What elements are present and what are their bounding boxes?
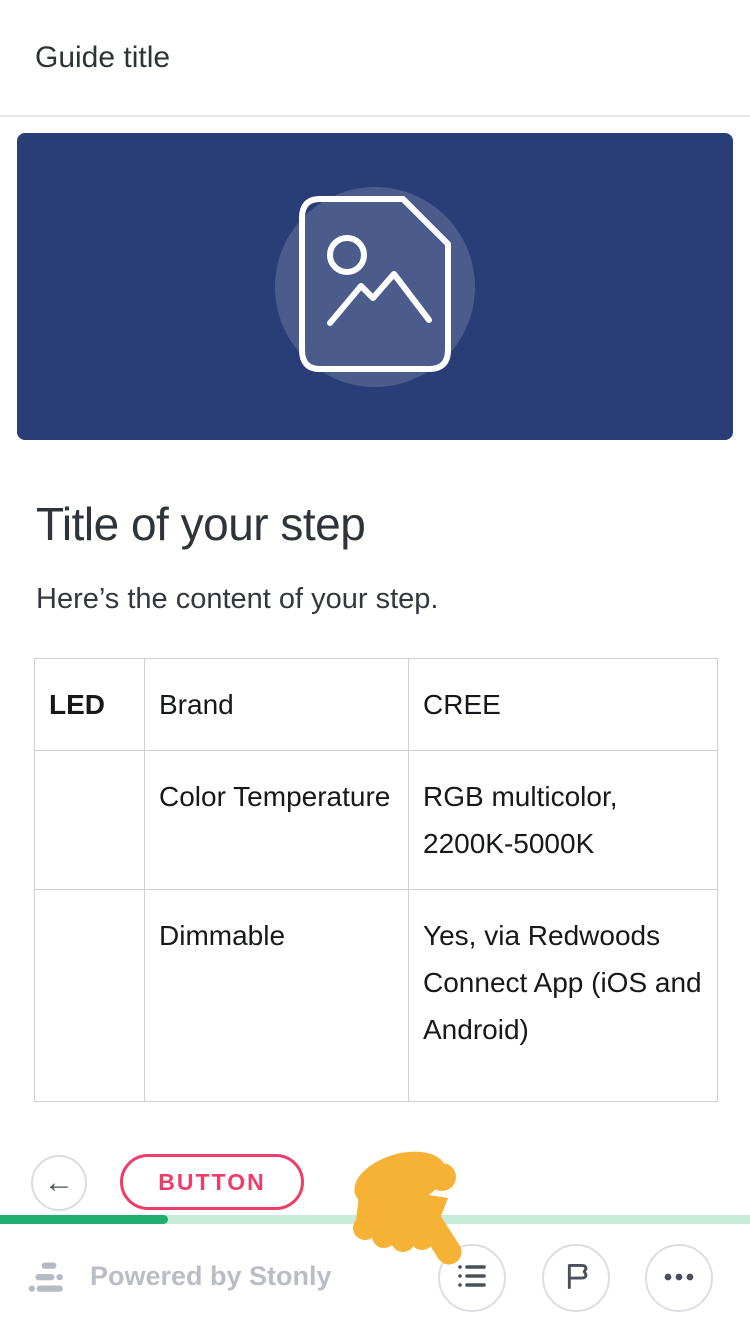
list-icon — [457, 1263, 487, 1294]
step-title: Title of your step — [36, 498, 366, 550]
table-cell: RGB multicolor, 2200K-5000K — [409, 751, 718, 890]
spec-table — [34, 658, 718, 1102]
table-row — [35, 890, 718, 1102]
guide-title: Guide title — [35, 40, 171, 74]
table-cell: CREE — [409, 659, 718, 751]
progress-bar-fill — [0, 1215, 168, 1224]
table-cell: Yes, via Redwoods Connect App (iOS and Android) — [409, 890, 718, 1102]
step-body: Here’s the content of your step. — [36, 583, 439, 615]
table-row — [35, 751, 718, 890]
image-placeholder-backdrop — [275, 187, 475, 387]
ellipsis-icon — [663, 1269, 695, 1287]
powered-by-label: Powered by Stonly — [90, 1261, 332, 1291]
table-cell: LED — [35, 659, 145, 751]
step-action-button-label: BUTTON — [158, 1168, 266, 1195]
report-flag-button[interactable] — [542, 1244, 610, 1312]
more-options-button[interactable] — [645, 1244, 713, 1312]
image-placeholder-icon — [299, 196, 451, 377]
step-action-button[interactable] — [120, 1154, 304, 1210]
table-cell: Brand — [145, 659, 409, 751]
back-button[interactable] — [31, 1155, 87, 1211]
table-of-contents-button[interactable] — [438, 1244, 506, 1312]
table-cell — [35, 890, 145, 1102]
pointing-hand-cursor — [348, 1146, 463, 1268]
table-cell — [35, 751, 145, 890]
table-cell: Color Temperature — [145, 751, 409, 890]
footer-brand[interactable] — [26, 1252, 332, 1301]
flag-icon — [562, 1261, 590, 1296]
table-cell: Dimmable — [145, 890, 409, 1102]
stonly-logo — [26, 1252, 66, 1301]
progress-bar-track — [0, 1215, 750, 1224]
table-row — [35, 659, 718, 751]
header — [0, 0, 750, 117]
left-arrow-icon: ← — [44, 1166, 74, 1199]
step-image-banner — [17, 133, 733, 440]
